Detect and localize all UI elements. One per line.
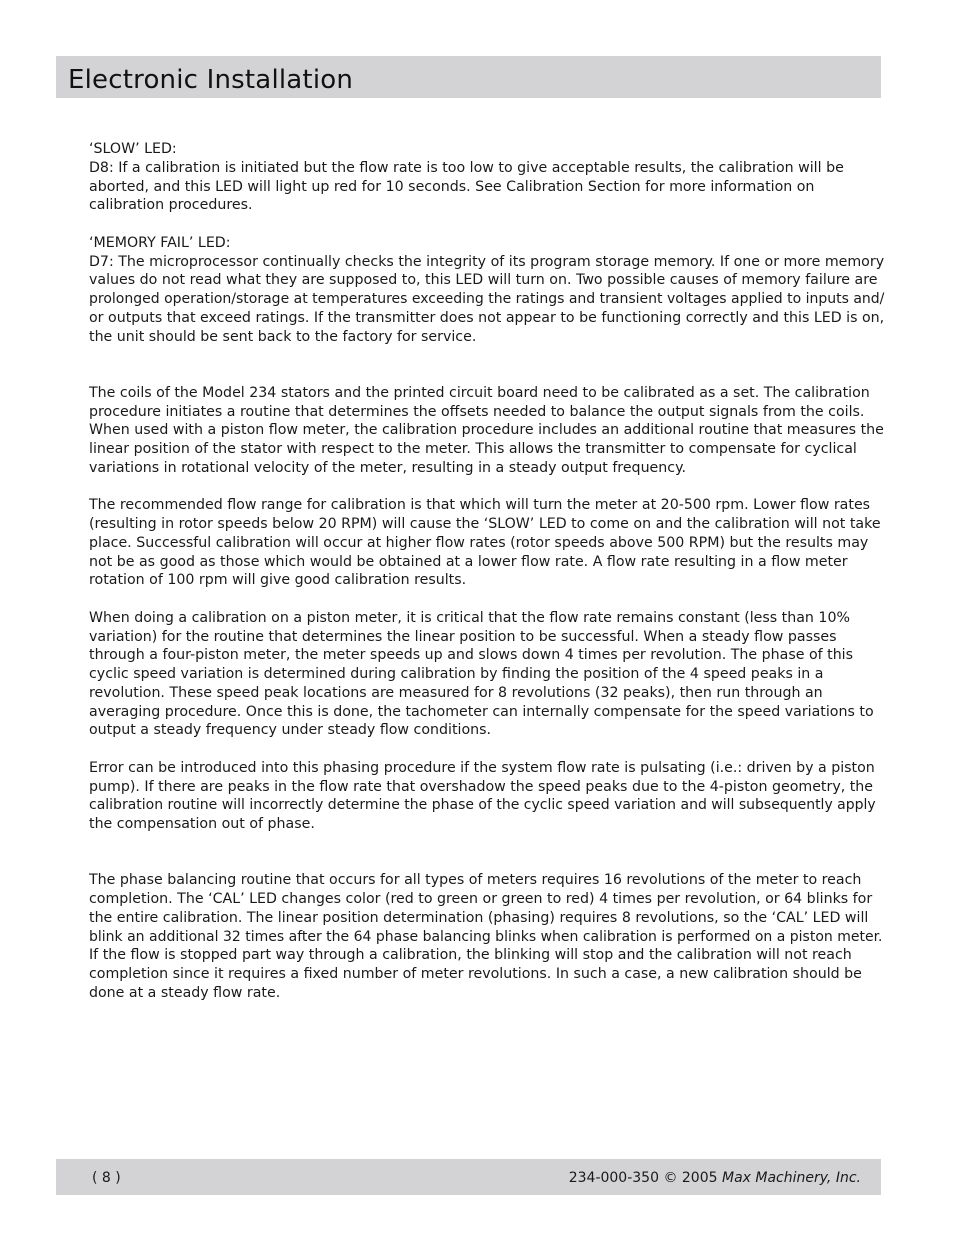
paragraph-line: completion. The ‘CAL’ LED changes color (red to green or green to red) 4 times per revolution, or 64 blinks for xyxy=(89,891,873,907)
paragraph-line: output a steady frequency under steady flow conditions. xyxy=(89,722,492,739)
slow-led-heading: ‘SLOW’ LED: xyxy=(89,141,177,157)
paragraph-line: The phase balancing routine that occurs for all types of meters requires 16 revolutions of the meter to reach xyxy=(89,872,862,889)
page-title: Electronic Installation xyxy=(68,65,354,95)
company-name: Max Machinery, Inc. xyxy=(721,1170,861,1186)
memory-led-line: prolonged operation/storage at temperatures exceeding the ratings and transient voltages applied to inputs and/ xyxy=(89,291,885,307)
paragraph-line: through a four-piston meter, the meter speeds up and slows down 4 times per revolution. The phase of this xyxy=(89,647,854,664)
paragraph-line: When used with a piston flow meter, the calibration procedure includes an additional routine that measures the xyxy=(89,422,884,439)
memory-led-section xyxy=(89,234,885,347)
paragraph-line: If the flow is stopped part way through a calibration, the blinking will stop and the calibration will not reach xyxy=(89,947,852,964)
paragraph-line: linear position of the stator with respect to the meter. This allows the transmitter to compensate for cyclical xyxy=(89,441,857,457)
memory-led-line: or outputs that exceed ratings. If the transmitter does not appear to be functioning correctly and this LED is on, xyxy=(89,309,885,326)
document-body xyxy=(89,140,885,1003)
paragraph-line: the compensation out of phase. xyxy=(89,816,315,832)
paragraph-line: not be as good as those which would be obtained at a lower flow rate. A flow rate resulting in a flow meter xyxy=(89,553,848,570)
header-bar xyxy=(56,56,881,98)
paragraph-line: variations in rotational velocity of the meter, resulting in a steady output frequency. xyxy=(89,459,686,476)
paragraph-line: cyclic speed variation is determined during calibration by finding the position of the 4 speed peaks in a xyxy=(89,666,824,682)
page-number: ( 8 ) xyxy=(92,1170,121,1186)
footer-copyright xyxy=(569,1170,861,1186)
paragraph-line: procedure initiates a routine that determines the offsets needed to balance the output signals from the coils. xyxy=(89,403,865,420)
paragraph-line: When doing a calibration on a piston meter, it is critical that the flow rate remains constant (less than 10% xyxy=(89,609,850,626)
memory-led-line: values do not read what they are supposed to, this LED will turn on. Two possible causes of memory failure are xyxy=(89,272,878,289)
paragraph-line: variation) for the routine that determines the linear position to be successful. When a steady flow passes xyxy=(89,628,837,645)
paragraph-line: Error can be introduced into this phasing procedure if the system flow rate is pulsating (i.e.: driven by a piston xyxy=(89,759,875,776)
phase-balancing-paragraph xyxy=(89,871,885,1002)
paragraph-line: calibration routine will incorrectly determine the phase of the cyclic speed variation and will subsequently apply xyxy=(89,797,876,814)
memory-led-heading: ‘MEMORY FAIL’ LED: xyxy=(89,234,231,251)
document-reference: 234-000-350 © 2005 xyxy=(568,1170,718,1186)
paragraph-line: (resulting in rotor speeds below 20 RPM) will cause the ‘SLOW’ LED to come on and the calibration will not take xyxy=(89,516,881,532)
paragraph-line: rotation of 100 rpm will give good calibration results. xyxy=(89,572,467,589)
paragraph-line: The recommended flow range for calibration is that which will turn the meter at 20-500 rpm. Lower flow rates xyxy=(89,497,871,514)
paragraph-line: The coils of the Model 234 stators and the printed circuit board need to be calibrated as a set. The calibration xyxy=(89,384,870,401)
paragraph-line: pump). If there are peaks in the flow rate that overshadow the speed peaks due to the 4-piston geometry, the xyxy=(89,778,874,795)
calibration-intro-paragraph xyxy=(89,384,885,478)
phasing-error-paragraph xyxy=(89,759,885,834)
paragraph-line: blink an additional 32 times after the 64 phase balancing blinks when calibration is performed on a piston meter. xyxy=(89,928,883,945)
paragraph-line: completion since it requires a fixed number of meter revolutions. In such a case, a new calibration should be xyxy=(89,966,862,982)
footer-bar xyxy=(56,1159,881,1195)
memory-led-line: D7: The microprocessor continually checks the integrity of its program storage memory. If one or more memory xyxy=(89,253,885,270)
paragraph-line: revolution. These speed peak locations are measured for 8 revolutions (32 peaks), then run through an xyxy=(89,684,823,701)
slow-led-section xyxy=(89,140,885,215)
piston-meter-paragraph xyxy=(89,609,885,740)
flow-range-paragraph xyxy=(89,496,885,590)
paragraph-line: averaging procedure. Once this is done, the tachometer can internally compensate for the speed variations to xyxy=(89,703,874,720)
slow-led-line: aborted, and this LED will light up red for 10 seconds. See Calibration Section for more information on xyxy=(89,178,815,195)
memory-led-line: the unit should be sent back to the factory for service. xyxy=(89,328,477,345)
paragraph-line: place. Successful calibration will occur at higher flow rates (rotor speeds above 500 RPM) but the results may xyxy=(89,534,869,551)
paragraph-line: the entire calibration. The linear position determination (phasing) requires 8 revolutions, so the ‘CAL’ LED will xyxy=(89,909,869,926)
slow-led-line: calibration procedures. xyxy=(89,197,253,214)
paragraph-line: done at a steady flow rate. xyxy=(89,984,281,1001)
slow-led-line: D8: If a calibration is initiated but the flow rate is too low to give acceptable results, the calibration will be xyxy=(89,159,844,176)
